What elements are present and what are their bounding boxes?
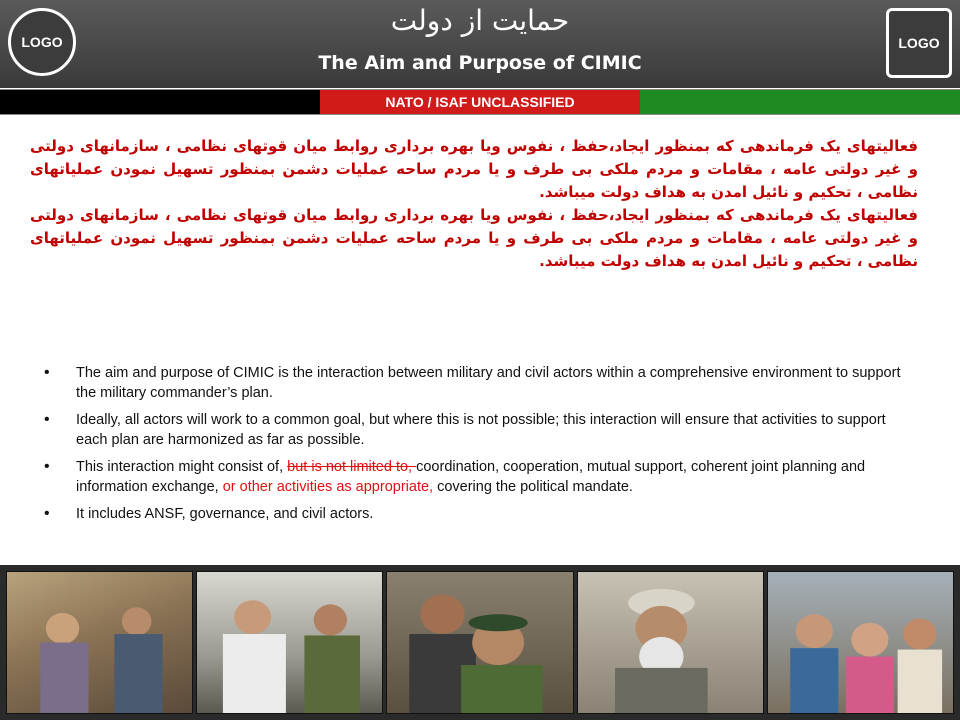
bullet-text-end: covering the political mandate.	[433, 479, 633, 495]
photo-elder-turban	[577, 571, 764, 714]
farsi-paragraph-1: فعالیتهای یک فرماندهی که بمنظور ایجاد،حفظ ، نفوس ویا بهره برداری روابط میان قوتهای نظامی ، سازمانهای دولتی و غیر دولتی عامه ، مقامات و مردم ملکی بی طرف و یا مردم ساحه عملیات دشمن بمنظور تسهیل نمودن عملیاتهای نظامی ، تحکیم و نائیل امدن به هداف دولت میباشد.	[30, 137, 918, 201]
photo-children	[767, 571, 954, 714]
farsi-paragraph-2: فعالیتهای یک فرماندهی که بمنظور ایجاد،حفظ ، نفوس ویا بهره برداری روابط میان قوتهای نظامی ، سازمانهای دولتی و غیر دولتی عامه ، مقامات و مردم ملکی بی طرف و یا مردم ساحه عملیات دشمن بمنظور تسهیل نمودن عملیاتهای نظامی ، تحکیم و نائیل امدن به هداف دولت میباشد.	[30, 206, 918, 270]
list-item	[40, 457, 910, 497]
bullet-list	[40, 363, 910, 531]
list-item	[40, 504, 910, 524]
bullet-text: Ideally, all actors will work to a common goal, but where this is not possible; this interaction will ensure that activities to support each plan are harmonized as far as possible.	[76, 412, 886, 448]
header-bar	[0, 0, 960, 88]
bullet-text-start: This interaction might consist of,	[76, 459, 288, 475]
farsi-text-block	[30, 135, 918, 273]
title-farsi: حمایت از دولت	[390, 4, 570, 37]
logo-left: LOGO	[8, 8, 76, 76]
page-title: The Aim and Purpose of CIMIC	[318, 52, 642, 74]
photo-soldier-elder	[386, 571, 573, 714]
classification-black-segment	[0, 90, 320, 114]
struck-text: but is not limited to,	[287, 459, 417, 475]
bullet-text-mid: coordination, cooperation, mutual support, coherent joint planning and information exchange,	[76, 459, 866, 495]
classification-bar	[0, 89, 960, 115]
bullet-text: It includes ANSF, governance, and civil actors.	[76, 506, 374, 522]
logo-right: LOGO	[886, 8, 952, 78]
classification-green-segment	[640, 90, 960, 114]
list-item	[40, 410, 910, 450]
photo-villagers	[6, 571, 193, 714]
photo-elder-soldier	[196, 571, 383, 714]
list-item	[40, 363, 910, 403]
photo-strip	[0, 565, 960, 720]
classification-label: NATO / ISAF UNCLASSIFIED	[320, 90, 640, 114]
bullet-text: The aim and purpose of CIMIC is the interaction between military and civil actors within a comprehensive environment to support the military commander’s plan.	[76, 365, 901, 401]
red-text: or other activities as appropriate,	[222, 479, 434, 495]
